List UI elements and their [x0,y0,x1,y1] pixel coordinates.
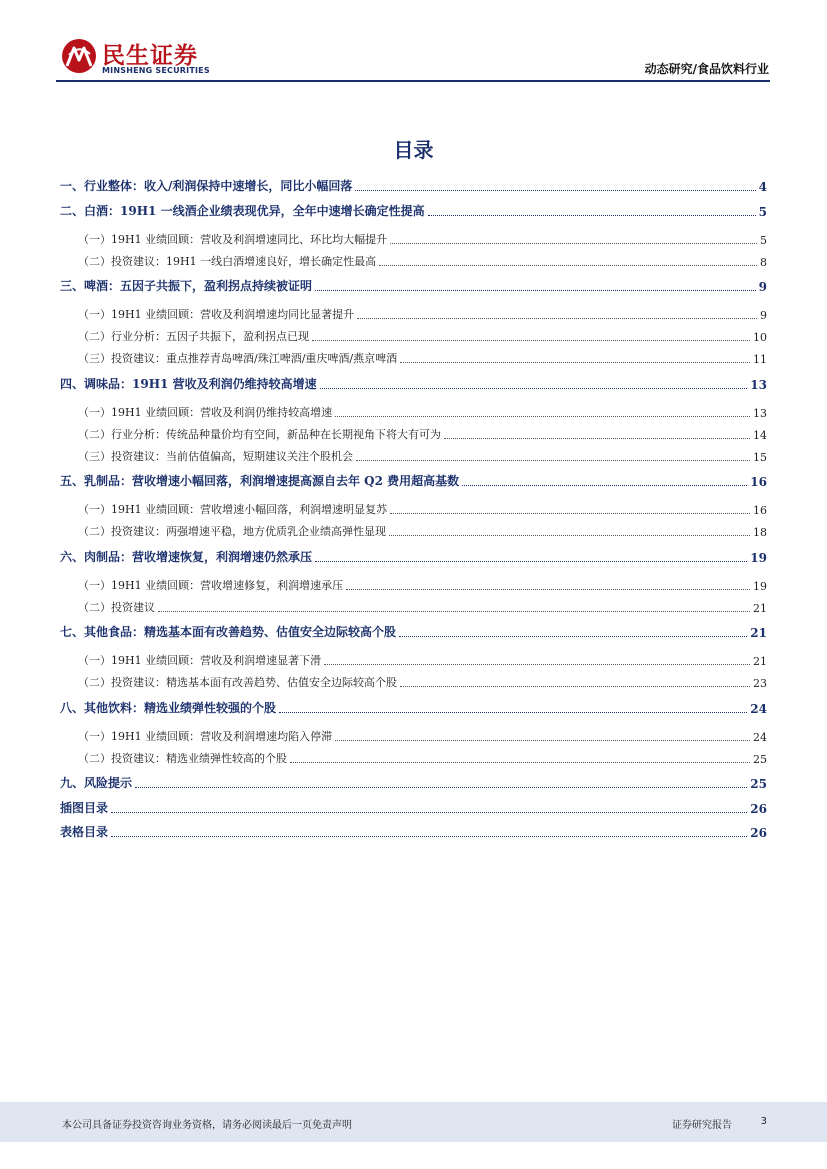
toc-entry-page: 15 [753,450,767,464]
toc-entry-page: 13 [753,406,767,420]
toc-entry-label: 四、调味品：19H1 营收及利润仍维持较高增速 [60,376,317,391]
toc-leader-dots [111,835,747,837]
toc-entry-label: （一）19H1 业绩回顾：营收及利润增速均同比显著提升 [78,308,355,321]
toc-section-entry[interactable] [60,177,767,194]
toc-entry-page: 9 [760,309,767,322]
toc-subsection-entry[interactable] [60,577,767,593]
toc-entry-page: 19 [750,550,767,565]
toc-subsection-entry[interactable] [60,253,767,269]
toc-leader-dots [357,317,757,319]
toc-subsection-entry[interactable] [60,448,767,464]
toc-entry-page: 24 [753,730,767,744]
toc-section-entry[interactable] [60,472,767,489]
footer-report-type: 证券研究报告 [672,1120,732,1131]
toc-entry-page: 14 [753,428,767,442]
toc-entry-page: 16 [750,475,767,489]
logo-english-name: MINSHENG SECURITIES [102,66,210,75]
toc-subsection-entry[interactable] [60,306,767,322]
toc-title: 目录 [393,138,434,162]
toc-leader-dots [320,387,748,389]
toc-entry-label: 六、肉制品：营收增速恢复，利润增速仍然承压 [60,549,313,564]
logo-name: 民生证券 [102,43,198,69]
toc-subsection-entry[interactable] [60,404,767,420]
toc-entry-label: 二、白酒：19H1 一线酒企业绩表现优异，全年中速增长确定性提高 [60,203,425,218]
toc-subsection-entry[interactable] [60,599,767,615]
page-header [0,0,827,86]
toc-leader-dots [111,811,747,813]
toc-entry-label: （二）投资建议：19H1 一线白酒增速良好，增长确定性最高 [78,254,377,268]
toc-section-entry[interactable] [60,277,767,294]
toc-leader-dots [312,339,750,341]
toc-subsection-entry[interactable] [60,501,767,517]
toc-entry-label: （一）19H1 业绩回顾：营收增速小幅回落，利润增速明显复苏 [78,503,388,516]
toc-section-entry[interactable] [60,548,767,565]
toc-section-entry[interactable] [60,799,767,816]
toc-entry-label: （一）19H1 业绩回顾：营收增速修复，利润增速承压 [78,578,344,592]
toc-leader-dots [428,214,756,216]
toc-section-entry[interactable] [60,202,767,219]
toc-entry-page: 25 [750,777,767,791]
toc-entry-label: （二）投资建议 [78,600,155,614]
toc-entry-page: 26 [750,826,767,840]
toc-entry-label: （三）投资建议：重点推荐青岛啤酒/珠江啤酒/重庆啤酒/燕京啤酒 [78,352,398,365]
toc-subsection-entry[interactable] [60,674,767,690]
toc-subsection-entry[interactable] [60,350,767,366]
toc-entry-label: （二）行业分析：传统品种量价均有空间，新品种在长期视角下将大有可为 [78,427,441,441]
toc-leader-dots [355,189,755,191]
toc-section-entry[interactable] [60,699,767,716]
toc-entry-label: （三）投资建议：当前估值偏高，短期建议关注个股机会 [78,449,353,463]
toc-entry-page: 8 [760,255,767,269]
toc-entry-label: （一）19H1 业绩回顾：营收及利润增速同比、环比均大幅提升 [78,232,388,246]
minsheng-logo-icon [60,36,98,76]
footer-page-number: 3 [760,1116,767,1127]
company-logo [60,36,240,80]
toc-entry-page: 11 [753,353,767,366]
toc-entry-page: 5 [758,204,767,219]
toc-subsection-entry[interactable] [60,328,767,344]
toc-entry-label: 三、啤酒：五因子共振下，盈利拐点持续被证明 [60,279,313,293]
header-rule [56,80,770,82]
toc-section-entry[interactable] [60,375,767,392]
toc-entry-label: 九、风险提示 [60,776,133,790]
toc-leader-dots [315,560,747,562]
toc-entry-label: （一）19H1 业绩回顾：营收及利润仍维持较高增速 [78,405,333,419]
toc-leader-dots [462,484,747,486]
toc-entry-page: 26 [750,801,767,816]
toc-entry-label: 一、行业整体：收入/利润保持中速增长，同比小幅回落 [60,179,353,193]
toc-entry-label: 表格目录 [60,825,109,839]
toc-leader-dots [390,512,750,514]
footer-disclaimer: 本公司具备证券投资咨询业务资格，请务必阅读最后一页免责声明 [62,1120,352,1131]
toc-subsection-entry[interactable] [60,426,767,442]
toc-leader-dots [335,739,750,741]
toc-section-entry[interactable] [60,774,767,791]
toc-section-entry[interactable] [60,623,767,640]
toc-subsection-entry[interactable] [60,750,767,766]
toc-entry-label: （一）19H1 业绩回顾：营收及利润增速均陷入停滞 [78,729,333,743]
toc-entry-page: 24 [750,701,767,716]
toc-leader-dots [400,361,750,363]
toc-subsection-entry[interactable] [60,231,767,247]
toc-entry-page: 16 [753,504,767,517]
toc-leader-dots [315,289,756,291]
toc-entry-page: 23 [753,677,767,690]
toc-leader-dots [279,711,747,713]
toc-entry-label: 插图目录 [60,800,109,815]
toc-leader-dots [135,786,747,788]
toc-entry-label: （一）19H1 业绩回顾：营收及利润增速显著下滑 [78,654,322,667]
toc-subsection-entry[interactable] [60,523,767,539]
toc-entry-page: 9 [758,280,767,294]
toc-leader-dots [346,588,750,590]
toc-leader-dots [390,242,757,244]
toc-subsection-entry[interactable] [60,728,767,744]
toc-entry-label: 七、其他食品：精选基本面有改善趋势、估值安全边际较高个股 [60,625,397,639]
toc-entry-label: 八、其他饮料：精选业绩弹性较强的个股 [60,700,277,715]
toc-leader-dots [335,415,750,417]
toc-entry-label: （二）行业分析：五因子共振下，盈利拐点已现 [78,330,309,343]
toc-subsection-entry[interactable] [60,652,767,668]
toc-entry-label: （二）投资建议：精选业绩弹性较高的个股 [78,751,287,765]
toc-entry-page: 19 [753,579,767,593]
toc-entry-page: 21 [753,655,767,668]
document-category: 动态研究/食品饮料行业 [644,62,769,76]
toc-leader-dots [356,459,750,461]
toc-leader-dots [400,685,750,687]
toc-leader-dots [290,761,750,763]
toc-entry-label: （二）投资建议：精选基本面有改善趋势、估值安全边际较高个股 [78,676,397,689]
toc-leader-dots [444,437,750,439]
toc-leader-dots [379,264,757,266]
toc-entry-page: 21 [753,601,767,615]
toc-entry-page: 13 [750,377,767,392]
toc-entry-page: 5 [760,233,767,247]
toc-leader-dots [389,534,750,536]
toc-leader-dots [399,635,747,637]
toc-entry-label: （二）投资建议：两强增速平稳，地方优质乳企业绩高弹性显现 [78,525,386,538]
toc-entry-page: 10 [753,331,767,344]
toc-entry-page: 4 [758,180,767,194]
toc-section-entry[interactable] [60,823,767,840]
toc-entry-page: 21 [750,626,767,640]
toc-entry-page: 18 [753,526,767,539]
toc-entry-page: 25 [753,752,767,766]
toc-leader-dots [324,663,750,665]
toc-leader-dots [158,610,750,612]
toc-entry-label: 五、乳制品：营收增速小幅回落，利润增速提高源自去年 Q2 费用超高基数 [60,474,460,488]
